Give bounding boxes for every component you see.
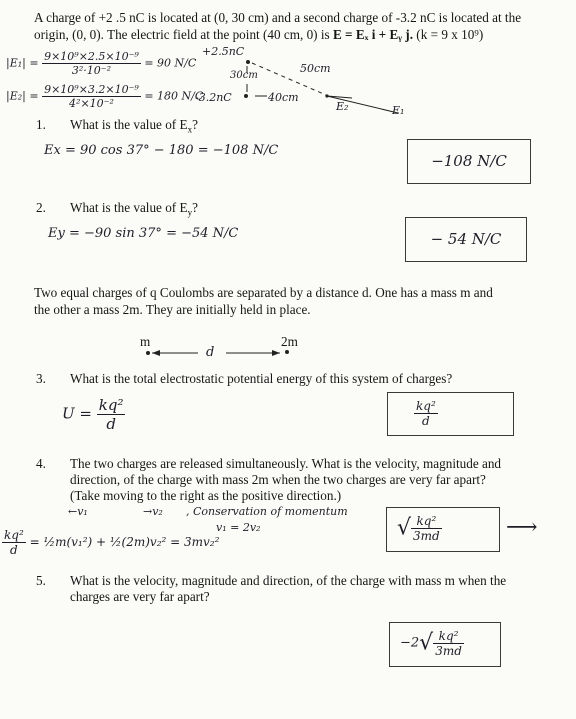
distance-30cm: 30cm	[230, 70, 258, 81]
q4-note-v1: ←v₁	[68, 505, 88, 518]
q1-answer-box	[407, 139, 531, 184]
intro-line-2-pre: origin, (0, 0). The electric field at the point (40 cm, 0) is	[34, 27, 333, 42]
q4-work	[2, 528, 219, 557]
q5-line-2: charges are very far apart?	[70, 589, 210, 604]
positive-charge-label: +2.5nC	[202, 45, 245, 58]
q5-answer-prefix: −2	[400, 635, 420, 651]
field-equation: E = Eₓ i + Eᵧ j.	[332, 27, 413, 42]
q1-work: Ex = 90 cos 37° − 180 = −108 N/C	[44, 143, 279, 158]
q4-note-v2: →v₂	[143, 505, 163, 518]
hypotenuse-dashed	[252, 63, 326, 95]
e2-vector-label: E₂	[336, 100, 349, 113]
q4-work-rest: = ½m(v₁²) + ½(2m)v₂² = 3mv₂²	[29, 535, 220, 549]
distance-40cm: 40cm	[268, 91, 299, 104]
d-arrowhead-left	[152, 350, 160, 356]
q1-number: 1.	[36, 117, 46, 132]
q4-answer-box	[386, 507, 500, 552]
mass-m-label: m	[140, 334, 151, 349]
q4-direction-arrow: ⟶	[506, 515, 538, 540]
e2-result: = 180 N/C	[144, 89, 204, 103]
k-constant: (k = 9 x 10⁹)	[413, 27, 484, 42]
e1-lhs: |E₁| =	[6, 56, 39, 70]
q4-line-3: (Take moving to the right as the positive direction.)	[70, 488, 342, 503]
e1-result: = 90 N/C	[144, 56, 197, 70]
d-arrowhead-right	[272, 350, 280, 356]
q3-question: What is the total electrostatic potential energy of this system of charges?	[70, 371, 453, 386]
q3-answer	[388, 393, 513, 428]
q4-work-fraction	[2, 528, 26, 557]
mass-2m-label: 2m	[281, 334, 298, 349]
distance-d-label: d	[206, 345, 215, 360]
q3-answer-num: kq²	[416, 399, 436, 413]
q1-qmark: ?	[192, 117, 198, 132]
q4-work-num: kq²	[4, 528, 24, 542]
para2-line-2: the other a mass 2m. They are initially held in place.	[34, 302, 311, 317]
q1-answer: −108 N/C	[431, 152, 507, 170]
q2-subscript: y	[187, 207, 193, 218]
q1-text: What is the value of E	[70, 117, 188, 132]
q4-answer-fraction	[411, 514, 442, 543]
q4-note-conservation: , Conservation of momentum	[186, 505, 348, 518]
q3-work-den: d	[106, 415, 116, 433]
q3-answer-den: d	[422, 414, 430, 428]
q1-subscript: x	[187, 124, 193, 135]
e1-vector	[327, 96, 398, 113]
q5-answer-den: 3md	[435, 644, 462, 658]
q5-answer-fraction	[433, 629, 464, 658]
q2-question	[70, 200, 198, 221]
q5-answer-box	[389, 622, 501, 667]
sqrt-icon: √	[419, 630, 434, 656]
q4-answer-num: kq²	[411, 514, 442, 529]
q4-answer-den: 3md	[413, 529, 440, 543]
q4-answer	[387, 508, 499, 543]
q5-line-1: What is the velocity, magnitude and direction, of the charge with mass m when the	[70, 573, 507, 588]
e2-lhs: |E₂| =	[6, 89, 39, 103]
q4-number: 4.	[36, 456, 46, 471]
q4-work-den: d	[10, 543, 18, 557]
e2-numerator: 9×10⁹×3.2×10⁻⁹	[44, 83, 139, 96]
q5-answer	[390, 623, 500, 658]
e1-vector-label: E₁	[392, 104, 405, 117]
q2-answer: − 54 N/C	[430, 230, 502, 248]
q5-answer-num: kq²	[433, 629, 464, 644]
negative-charge-dot	[244, 94, 248, 98]
e1-denominator: 3²·10⁻²	[71, 64, 112, 77]
q4-line-1: The two charges are released simultaneously. What is the velocity, magnitude and	[70, 456, 502, 471]
q3-number: 3.	[36, 371, 46, 386]
q2-answer-box	[405, 217, 527, 262]
para2-line-1: Two equal charges of q Coulombs are separated by a distance d. One has a mass m and	[34, 285, 493, 300]
q1-question	[70, 117, 198, 138]
q3-work-fraction	[97, 396, 126, 433]
positive-charge-dot	[246, 60, 250, 64]
q2-number: 2.	[36, 200, 46, 215]
q5-number: 5.	[36, 573, 46, 588]
q3-answer-fraction	[414, 399, 438, 428]
q3-work	[62, 396, 125, 433]
q3-answer-box	[387, 392, 514, 436]
distance-50cm: 50cm	[300, 62, 331, 75]
q2-work: Ey = −90 sin 37° = −54 N/C	[48, 226, 239, 241]
q3-work-num: kq²	[98, 396, 124, 414]
e1-numerator: 9×10⁹×2.5×10⁻⁹	[44, 50, 139, 63]
q4-note-equation: v₁ = 2v₂	[216, 521, 261, 534]
mass-2m-dot	[285, 350, 289, 354]
q2-qmark: ?	[192, 200, 198, 215]
sqrt-icon: √	[397, 515, 412, 541]
mass-m-dot	[146, 351, 150, 355]
negative-charge-label: -3.2nC	[195, 91, 232, 104]
e2-denominator: 4²×10⁻²	[69, 97, 114, 110]
q3-work-lhs: U =	[62, 404, 92, 423]
q4-line-2: direction, of the charge with mass 2m when the two charges are very far apart?	[70, 472, 486, 487]
q2-text: What is the value of E	[70, 200, 188, 215]
intro-line-1: A charge of +2 .5 nC is located at (0, 30 cm) and a second charge of -3.2 nC is located at the	[34, 10, 522, 25]
